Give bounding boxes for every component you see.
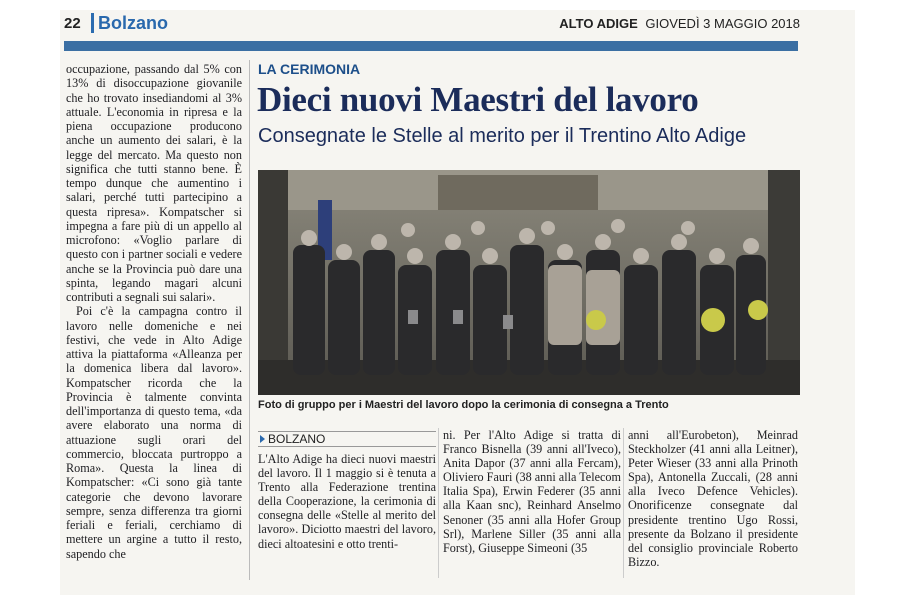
page-number: 22 bbox=[64, 15, 81, 32]
article-headline: Dieci nuovi Maestri del lavoro bbox=[257, 80, 699, 119]
column-divider bbox=[249, 60, 250, 580]
article-column-3: anni all'Eurobeton), Meinrad Steckholzer (41 anni alla Leitner), Peter Wieser (33 anni alla Prinoth Spa), Antonella Zuccali, (28 anni alla Iveco Defence Vehicles). Onorificenze consegnate dal presidente trentino Ugo Rossi, presente da Bolzano il presidente del consiglio provinciale Roberto Bizzo. bbox=[628, 428, 798, 569]
masthead-info bbox=[559, 16, 800, 31]
article-column-2: ni. Per l'Alto Adige si tratta di Franco Bisnella (39 anni all'Iveco), Anita Dapor (37 anni alla Fercam), Oliviero Fauri (38 anni alla Telecom Italia Spa), Erwin Federer (35 anni alla Kaan snc), Reinhard Anselmo Senoner (35 anni alla Hofer Group Srl), Marlene Siller (35 anni alla Forst), Giuseppe Simeoni (35 bbox=[443, 428, 621, 555]
article-kicker: LA CERIMONIA bbox=[258, 61, 361, 77]
paper-name: ALTO ADIGE bbox=[559, 16, 638, 31]
location-label: BOLZANO bbox=[268, 432, 326, 446]
group-photo-image bbox=[258, 170, 800, 395]
photo-caption: Foto di gruppo per i Maestri del lavoro dopo la cerimonia di consegna a Trento bbox=[258, 399, 669, 411]
section-divider bbox=[91, 13, 94, 33]
arrow-icon bbox=[260, 435, 265, 443]
header-rule bbox=[64, 41, 798, 51]
column-divider bbox=[623, 428, 624, 578]
article-column-1: L'Alto Adige ha dieci nuovi maestri del lavoro. Il 1 maggio si è tenuta a Trento alla Federazione trentina della Cooperazione, la cerimonia di consegna delle «Stelle al merito del lavoro». Diciotto maestri del lavoro, dieci altoatesini e otto trenti- bbox=[258, 452, 436, 551]
left-paragraph-2: Poi c'è la campagna contro il lavoro nelle domeniche e nei festivi, che vede in Alto Adige attiva la piattaforma «Alleanza per la domenica libera dal lavoro». Kompatscher ricorda che la Provincia è talmente convinta dell'importanza di questo tema, «da avere elaborato una norma di attuazione sugli orari del commercio, bloccata purtroppo a Roma». Questa la linea di Kompatscher: «Ci sono già tante categorie che devono lavorare sempre, senza differenza tra giorni feriali e feriali, cerchiamo di mettere un argine a tutto il resto, sapendo che bbox=[66, 304, 242, 561]
issue-date: GIOVEDÌ 3 MAGGIO 2018 bbox=[645, 16, 800, 31]
location-tag bbox=[258, 431, 436, 447]
section-title: Bolzano bbox=[98, 13, 168, 33]
left-paragraph-1: occupazione, passando dal 5% con 13% di disoccupazione giovanile che ho trovato insediandomi al 3% attuale. L'economia in ripresa e la piena occupazione producono anche un aumento dei salari, è la legge del mercato. Ma questo non significa che tutti stanno bene. È tempo dunque che aumentino i salari, perché tutti partecipino a questa ripresa». Kompatscher si impegna a fare più di un appello al microfono: «Voglio parlare di questo con i partner sociali e vedere anche se la Provincia può dare una spinta, legando magari alcuni contributi a segnali sui salari». bbox=[66, 62, 242, 304]
group-photo bbox=[258, 170, 800, 395]
left-article-column bbox=[66, 62, 242, 561]
column-divider bbox=[438, 428, 439, 578]
article-subhead: Consegnate le Stelle al merito per il Trentino Alto Adige bbox=[258, 125, 747, 147]
